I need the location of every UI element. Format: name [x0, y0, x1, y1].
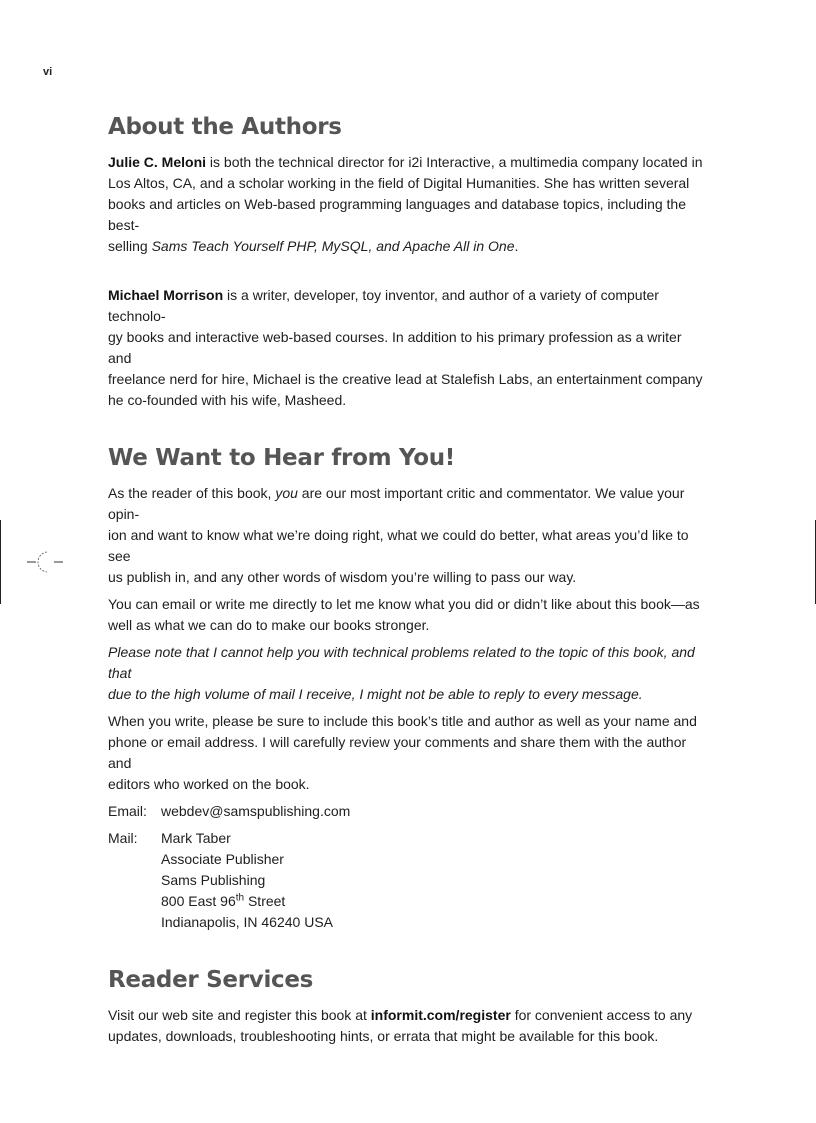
- author-name: Julie C. Meloni: [108, 154, 207, 170]
- reader-services-paragraph: Visit our web site and register this book at informit.com/register for convenient access to any updates, downloads, troubleshooting hints, or errata that might be available for this book.: [108, 1007, 693, 1044]
- reader-paragraph: As the reader of this book, you are our most important critic and commentator. We value your opin- ion and want to know what we’re doing right, what we could do better, what areas you’d like to see us publish in, and any other words of wisdom you’re willing to pass our way.: [108, 485, 689, 585]
- author-bio-morrison: Michael Morrison is a writer, developer, toy inventor, and author of a variety of computer technolo- gy books and interactive web-based courses. In addition to his primary profession as a writer and freelance nerd for hire, Michael is the creative lead at Stalefish Labs, an entertainment company he co-founded with his wife, Masheed.: [108, 287, 703, 408]
- mail-row: [108, 828, 708, 933]
- register-link[interactable]: informit.com/register: [370, 1007, 511, 1023]
- contact-paragraph: You can email or write me directly to let me know what you did or didn’t like about this book—as well as what we can do to make our books stronger.: [108, 596, 700, 633]
- reader-services-heading: Reader Services: [108, 967, 314, 993]
- author-bio-meloni: Julie C. Meloni is both the technical director for i2i Interactive, a multimedia company located in Los Altos, CA, and a scholar working in the field of Digital Humanities. She has written several books and articles on Web-based programming languages and database topics, including the best- selling Sams Teach Yourself PHP, MySQL, and Apache All in One.: [108, 154, 703, 254]
- about-authors-heading: About the Authors: [108, 114, 342, 140]
- page-content: [108, 112, 708, 1047]
- email-row: [108, 801, 708, 822]
- email-label: Email:: [108, 803, 147, 819]
- page-number: vi: [43, 66, 53, 78]
- hear-from-you-heading: We Want to Hear from You!: [108, 445, 455, 471]
- crop-mark-left: [0, 520, 1, 604]
- mail-label: Mail:: [108, 830, 138, 846]
- registration-mark-icon: [27, 548, 63, 576]
- email-address[interactable]: webdev@samspublishing.com: [161, 803, 351, 819]
- technical-note-paragraph: Please note that I cannot help you with technical problems related to the topic of this book, and that due to the high volume of mail I receive, I might not be able to reply to every message.: [108, 644, 695, 702]
- book-title: Sams Teach Yourself PHP, MySQL, and Apache All in One: [151, 238, 515, 254]
- writing-instructions-paragraph: When you write, please be sure to include this book’s title and author as well as your name and phone or email address. I will carefully review your comments and share them with the author and editors who worked on the book.: [108, 713, 697, 792]
- author-name: Michael Morrison: [108, 287, 224, 303]
- mailing-address: Mark Taber Associate Publisher Sams Publishing 800 East 96th Street Indianapolis, IN 46240 USA: [161, 830, 333, 930]
